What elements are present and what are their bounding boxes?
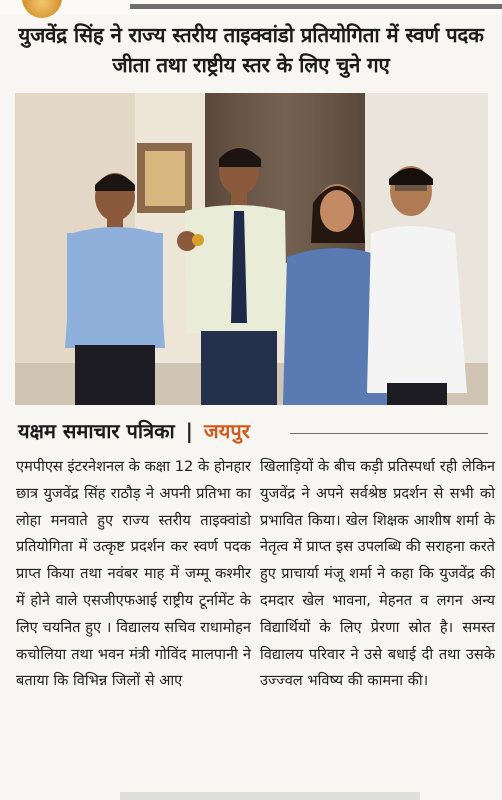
publication-logo [22,0,62,18]
byline-separator: | [185,419,193,443]
article-photo [15,93,488,405]
article-body-left: एमपीएस इंटरनेशनल के कक्षा 12 के होनहार छात्र युजवेंद्र सिंह राठौड़ ने अपनी प्रतिभा का लोहा मनवाते हुए राज्य स्तरीय ताइक्वांडो प्रतियोगिता में उत्कृष्ट प्रदर्शन कर स्वर्ण पदक प्राप्त किया तथा नवंबर माह में जम्मू कश्मीर में होने वाले एसजीएफआई राष्ट्रीय टूर्नामेंट के लिए चयनित हुए । विद्यालय सचिव राधामोहन कचोलिया तथा भवन मंत्री गोविंद मालपानी ने बताया कि विभिन्न जिलों से आए [16,458,251,690]
next-headline-fragment [120,792,420,800]
headline: युजवेंद्र सिंह ने राज्य स्तरीय ताइक्वांडो प्रतियोगिता में स्वर्ण पदक जीता तथा राष्ट्रीय स्तर के लिए चुने गए [18,23,484,77]
publication-name: यक्षम समाचार पत्रिका [18,419,175,443]
byline-rule [290,433,488,434]
top-rule-bar [0,0,502,14]
dateline-city: जयपुर [203,419,250,443]
header-rule [130,4,502,9]
byline [18,414,250,448]
article-body-right: खिलाड़ियों के बीच कड़ी प्रतिस्पर्धा रही लेकिन युजवेंद्र ने अपने सर्वश्रेष्ठ प्रदर्शन से सभी को प्रभावित किया। खेल शिक्षक आशीष शर्मा के नेतृत्व में प्राप्त इस उपलब्धि की सराहना करते हुए प्राचार्या मंजू शर्मा ने कहा कि युजवेंद्र की दमदार खेल भावना, मेहनत व लगन अन्य विद्यार्थियों के लिए प्रेरणा स्रोत है। समस्त विद्यालय परिवार ने उसे बधाई दी तथा उसके उज्ज्वल भविष्य की कामना की। [260,458,495,690]
